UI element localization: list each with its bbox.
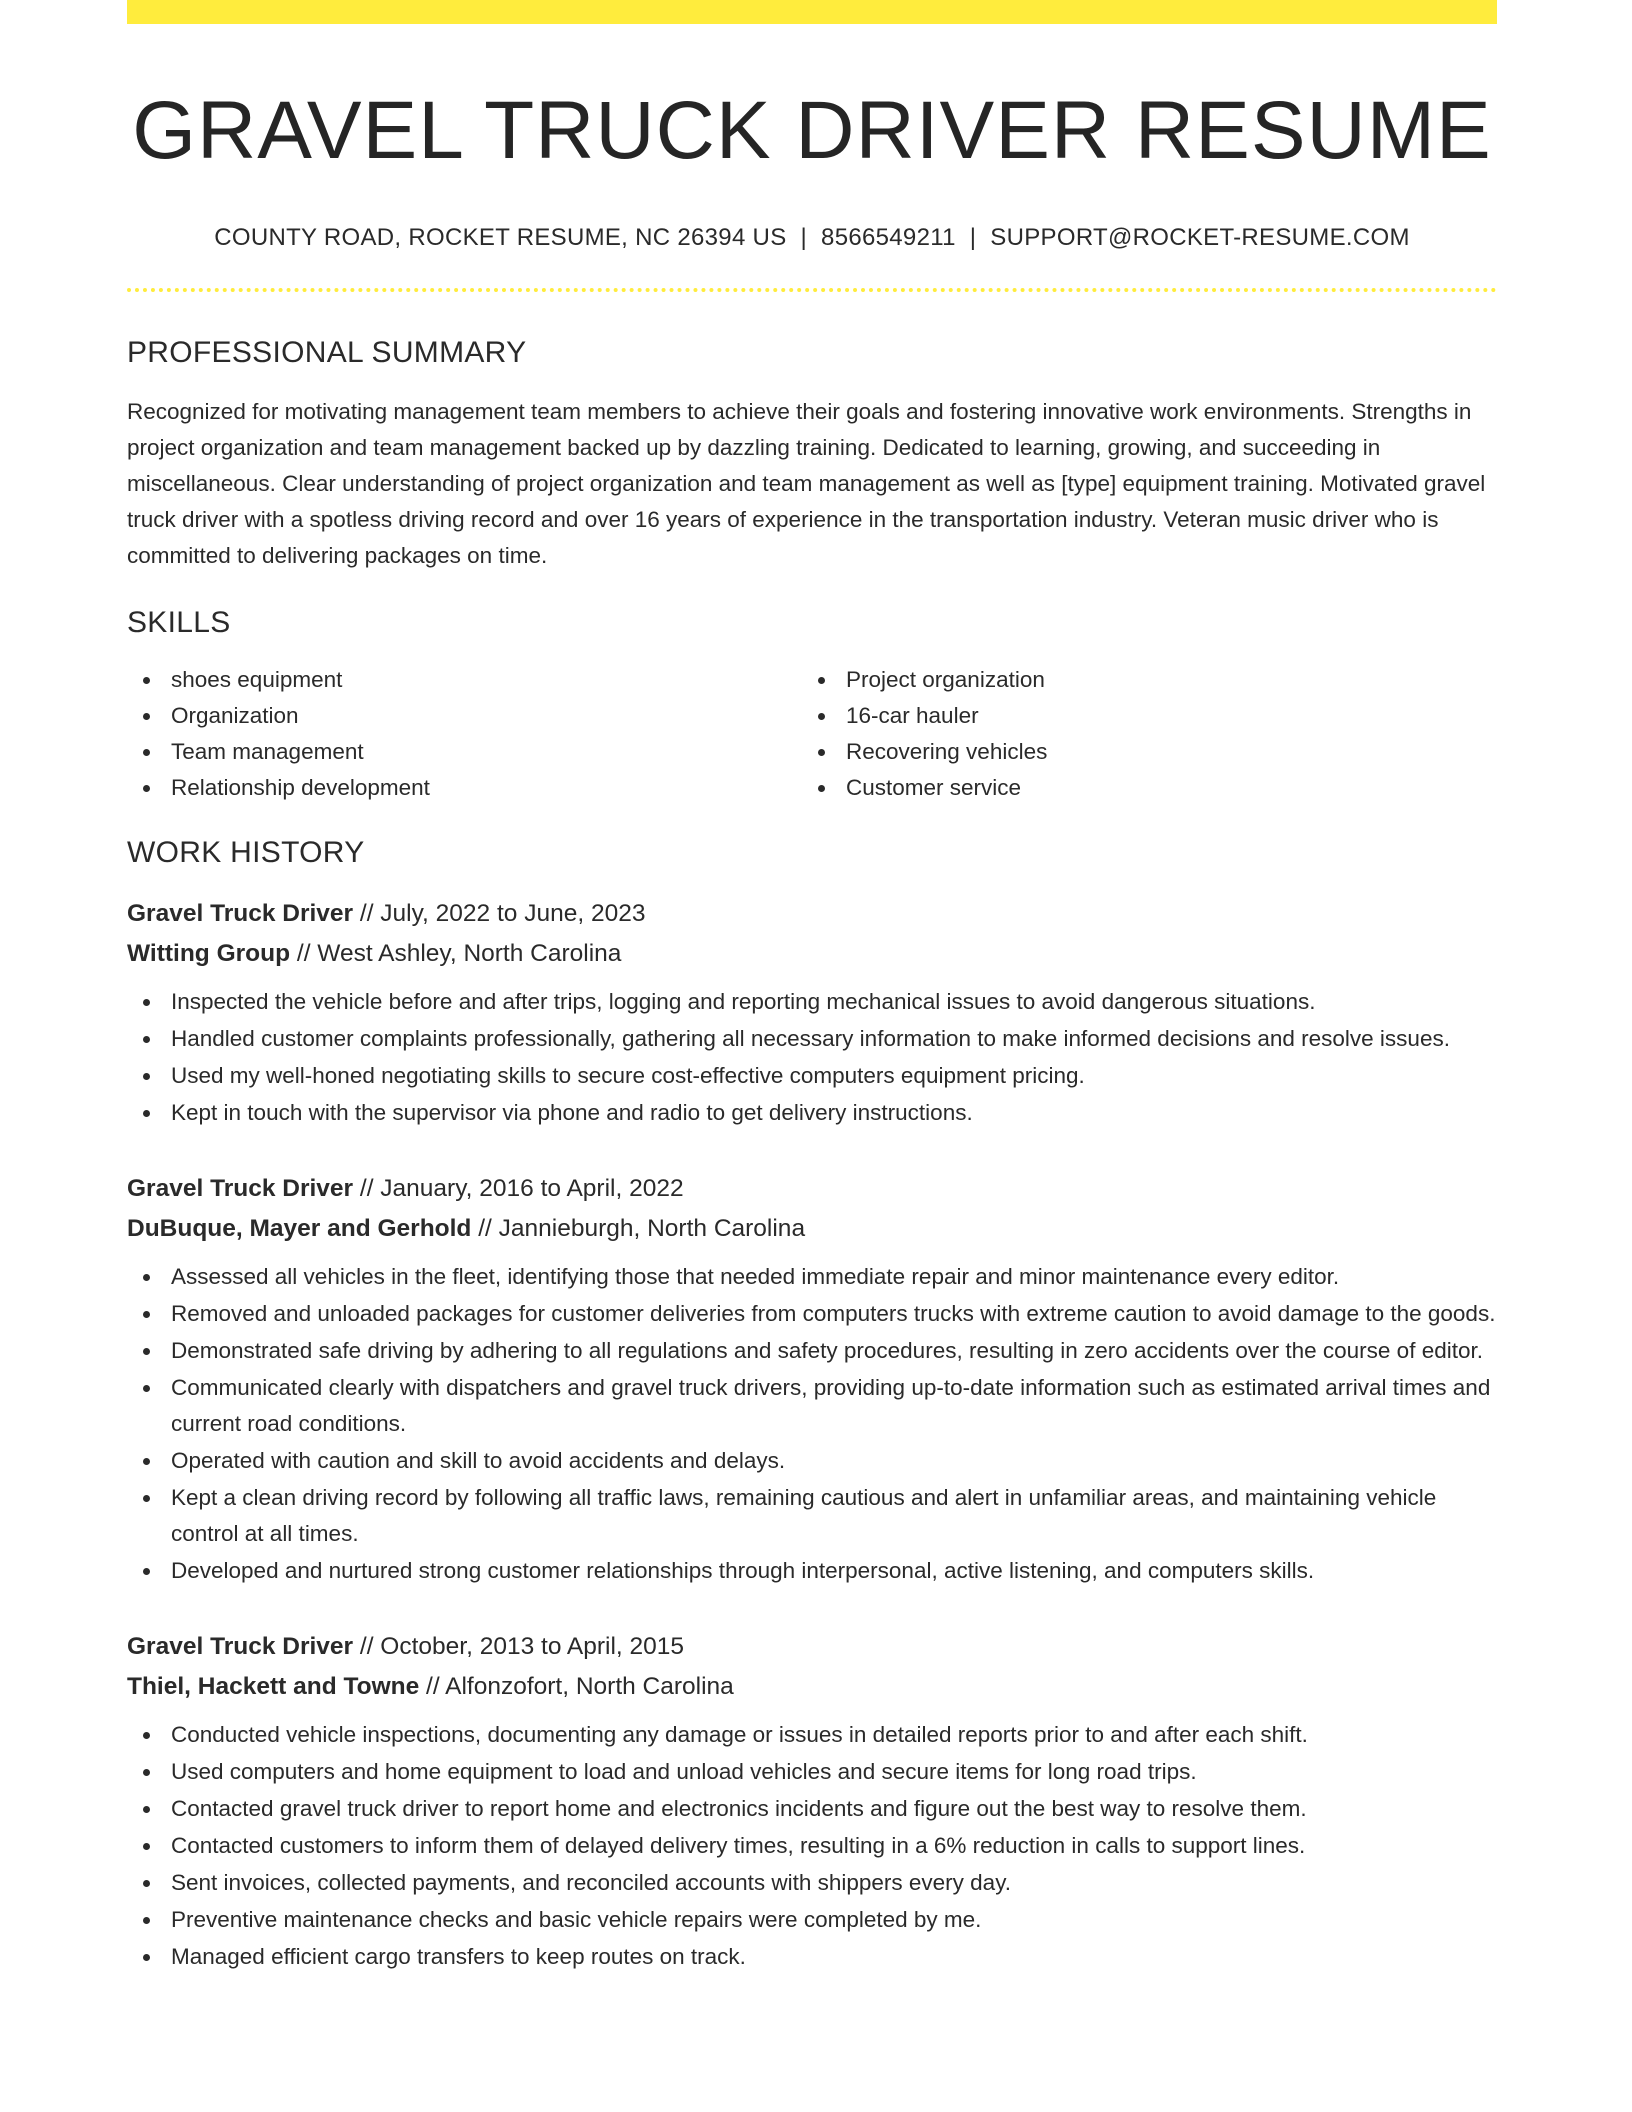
resume-title: GRAVEL TRUCK DRIVER RESUME <box>132 85 1492 176</box>
job-location: // West Ashley, North Carolina <box>290 940 622 968</box>
contact-line <box>127 224 1497 252</box>
job-role-line <box>127 1627 1497 1667</box>
skill-item: Organization <box>127 698 802 734</box>
job-bullet: Contacted customers to inform them of delayed delivery times, resulting in a 6% reduction in calls to support lines. <box>127 1828 1497 1864</box>
job-role: Gravel Truck Driver <box>127 1175 354 1203</box>
job-bullet: Kept in touch with the supervisor via phone and radio to get delivery instructions. <box>127 1095 1497 1131</box>
skills-heading: SKILLS <box>127 606 231 640</box>
job-location: // Jannieburgh, North Carolina <box>471 1215 806 1243</box>
job-bullet: Inspected the vehicle before and after trips, logging and reporting mechanical issues to avoid dangerous situations. <box>127 984 1497 1020</box>
job-bullet: Sent invoices, collected payments, and reconciled accounts with shippers every day. <box>127 1865 1497 1901</box>
job-bullet: Kept a clean driving record by following all traffic laws, remaining cautious and alert in unfamiliar areas, and maintaining vehicle control at all times. <box>127 1480 1497 1552</box>
job-bullets <box>127 1259 1497 1589</box>
job-company-line <box>127 1209 1497 1249</box>
job-role: Gravel Truck Driver <box>127 900 354 928</box>
contact-separator: | <box>800 224 808 252</box>
job-company-line <box>127 934 1497 974</box>
job-bullet: Operated with caution and skill to avoid accidents and delays. <box>127 1443 1497 1479</box>
contact-email: SUPPORT@ROCKET-RESUME.COM <box>990 224 1410 252</box>
job-role-line <box>127 1169 1497 1209</box>
top-accent-bar <box>127 0 1497 24</box>
job-bullet: Handled customer complaints professionally, gathering all necessary information to make informed decisions and resolve issues. <box>127 1021 1497 1057</box>
job-entry <box>127 1627 1497 1975</box>
job-entry <box>127 894 1497 1131</box>
job-role: Gravel Truck Driver <box>127 1633 354 1661</box>
job-bullet: Developed and nurtured strong customer relationships through interpersonal, active listening, and computers skills. <box>127 1553 1497 1589</box>
skill-item: Relationship development <box>127 770 802 806</box>
summary-text: Recognized for motivating management team members to achieve their goals and fostering innovative work environments. Strengths in project organization and team management backed up by dazzling training. Dedicated to learning, growing, and succeeding in miscellaneous. Clear understanding of project organization and team management as well as [type] equipment training. Motivated gravel truck driver with a spotless driving record and over 16 years of experience in the transportation industry. Veteran music driver who is committed to delivering packages on time. <box>127 399 1486 569</box>
job-bullet: Preventive maintenance checks and basic vehicle repairs were completed by me. <box>127 1902 1497 1938</box>
skills-column-left <box>127 662 802 806</box>
job-dates: // October, 2013 to April, 2015 <box>353 1633 685 1661</box>
job-company: Witting Group <box>127 940 291 968</box>
resume-page <box>127 0 1497 1976</box>
job-bullet: Assessed all vehicles in the fleet, identifying those that needed immediate repair and minor maintenance every editor. <box>127 1259 1497 1295</box>
skills-list <box>127 662 1497 806</box>
job-bullet: Used my well-honed negotiating skills to secure cost-effective computers equipment pricing. <box>127 1058 1497 1094</box>
dotted-divider <box>127 288 1497 292</box>
job-bullet: Used computers and home equipment to load and unload vehicles and secure items for long road trips. <box>127 1754 1497 1790</box>
job-company: Thiel, Hackett and Towne <box>127 1673 420 1701</box>
skill-item: shoes equipment <box>127 662 802 698</box>
job-bullet: Removed and unloaded packages for customer deliveries from computers trucks with extreme caution to avoid damage to the goods. <box>127 1296 1497 1332</box>
job-dates: // July, 2022 to June, 2023 <box>353 900 646 928</box>
summary-heading: PROFESSIONAL SUMMARY <box>127 336 527 370</box>
skills-column-right <box>802 662 1477 806</box>
job-bullet: Managed efficient cargo transfers to keep routes on track. <box>127 1939 1497 1975</box>
skill-item: Customer service <box>802 770 1477 806</box>
contact-address: COUNTY ROAD, ROCKET RESUME, NC 26394 US <box>214 224 787 252</box>
job-bullet: Contacted gravel truck driver to report home and electronics incidents and figure out the best way to resolve them. <box>127 1791 1497 1827</box>
job-entry <box>127 1169 1497 1589</box>
skill-item: Project organization <box>802 662 1477 698</box>
job-bullets <box>127 1717 1497 1975</box>
skill-item: Team management <box>127 734 802 770</box>
job-location: // Alfonzofort, North Carolina <box>419 1673 734 1701</box>
job-company-line <box>127 1667 1497 1707</box>
work-history-heading: WORK HISTORY <box>127 836 365 870</box>
contact-separator: | <box>969 224 977 252</box>
contact-phone: 8566549211 <box>821 224 956 252</box>
job-bullet: Communicated clearly with dispatchers and gravel truck drivers, providing up-to-date information such as estimated arrival times and current road conditions. <box>127 1370 1497 1442</box>
job-bullet: Conducted vehicle inspections, documenting any damage or issues in detailed reports prior to and after each shift. <box>127 1717 1497 1753</box>
job-bullets <box>127 984 1497 1131</box>
job-company: DuBuque, Mayer and Gerhold <box>127 1215 472 1243</box>
skill-item: Recovering vehicles <box>802 734 1477 770</box>
job-bullet: Demonstrated safe driving by adhering to all regulations and safety procedures, resulting in zero accidents over the course of editor. <box>127 1333 1497 1369</box>
job-role-line <box>127 894 1497 934</box>
skill-item: 16-car hauler <box>802 698 1477 734</box>
job-dates: // January, 2016 to April, 2022 <box>353 1175 684 1203</box>
